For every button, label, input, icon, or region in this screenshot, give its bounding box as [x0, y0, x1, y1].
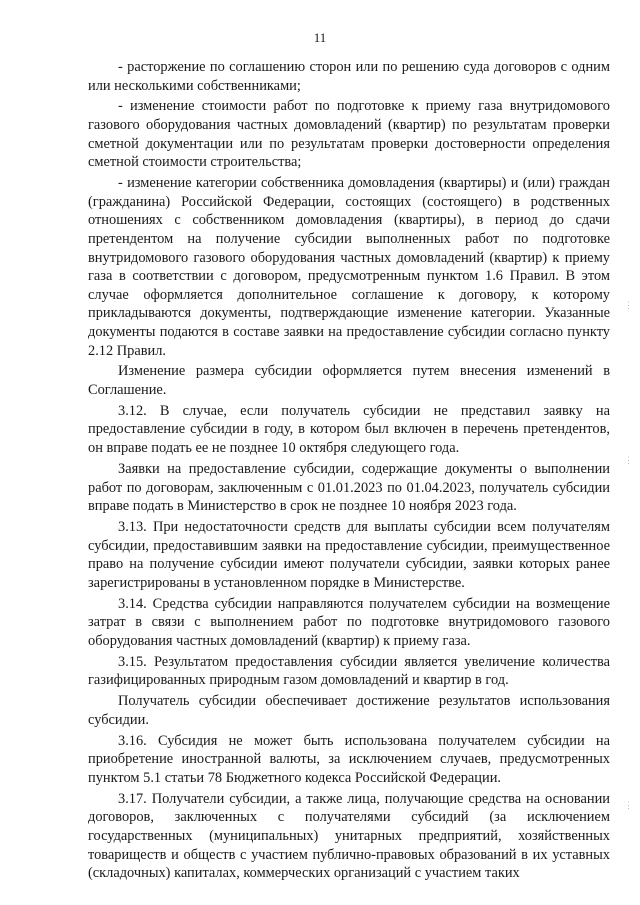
paragraph-owner-category-change: - изменение категории собственника домовладения (квартиры) и (или) граждан (гражданина) Российской Федерации, состоящих (состоящего) в родственных отношениях с собственником домовладения (квартиры), в период до сдачи претендентом на получение субсидии выполненных работ по подготовке внутридомового газового оборудования частных домовладений (квартир) к приему газа в соответствии с договором, предусмотренным пунктом 1.6 Правил. В этом случае оформляется дополнительное соглашение к договору, к которому прикладываются документы, подтверждающие изменение категории. Указанные документы подаются в составе заявки на предоставление субсидии согласно пункту 2.12 Правил.: [88, 175, 610, 359]
paragraph-subsidy-size-change: Изменение размера субсидии оформляется путем внесения изменений в Соглашение.: [88, 363, 610, 398]
paragraph-3-12: 3.12. В случае, если получатель субсидии не представил заявку на предоставление субсидии в году, в котором был включен в перечень претендентов, он вправе подать ее не позднее 10 октября следующего года.: [88, 402, 610, 457]
scan-edge-mark: ⋮: [624, 800, 633, 810]
page-number: 11: [313, 30, 327, 45]
scan-edge-mark: ⋮: [624, 300, 633, 310]
paragraph-cost-change: - изменение стоимости работ по подготовке к приему газа внутридомового газового оборудования частных домовладений (квартир) по результатам проверки сметной документации или по результатам проверки достоверности определения сметной стоимости строительства;: [88, 98, 610, 171]
paragraph-2023-applications: Заявки на предоставление субсидии, содержащие документы о выполнении работ по договорам, заключенным с 01.01.2023 по 01.04.2023, получатель субсидии вправе подать в Министерство в срок не позднее 10 ноября 2023 года.: [88, 460, 610, 515]
paragraph-3-15: 3.15. Результатом предоставления субсидии является увеличение количества газифицированных природным газом домовладений и квартир в год.: [88, 653, 610, 689]
paragraph-3-14: 3.14. Средства субсидии направляются получателем субсидии на возмещение затрат в связи с выполнением работ по подготовке внутридомового газового оборудования частных домовладений (квартир) к приему газа.: [88, 595, 610, 649]
scan-edge-mark: ⋮: [624, 455, 633, 465]
document-body: [88, 58, 610, 885]
paragraph-3-16: 3.16. Субсидия не может быть использована получателем субсидии на приобретение иностранной валюты, за исключением случаев, предусмотренных пунктом 5.1 статьи 78 Бюджетного кодекса Российской Федерации.: [88, 732, 610, 786]
paragraph-termination: - расторжение по соглашению сторон или по решению суда договоров с одним или несколькими собственниками;: [88, 59, 610, 94]
paragraph-results: Получатель субсидии обеспечивает достижение результатов использования субсидии.: [88, 693, 610, 728]
paragraph-3-17: 3.17. Получатели субсидии, а также лица, получающие средства на основании договоров, заключенных с получателями субсидий (за исключением государственных (муниципальных) унитарных предприятий, хозяйственных товариществ и обществ с участием публично-правовых образований в их уставных (складочных) капиталах, коммерческих организаций с участием таких: [88, 790, 610, 882]
paragraph-3-13: 3.13. При недостаточности средств для выплаты субсидии всем получателям субсидии, предоставившим заявки на предоставление субсидии, преимущественное право на получение субсидии имеют получатели субсидии, заявки которых ранее зарегистрированы в установленном порядке в Министерстве.: [88, 519, 610, 591]
